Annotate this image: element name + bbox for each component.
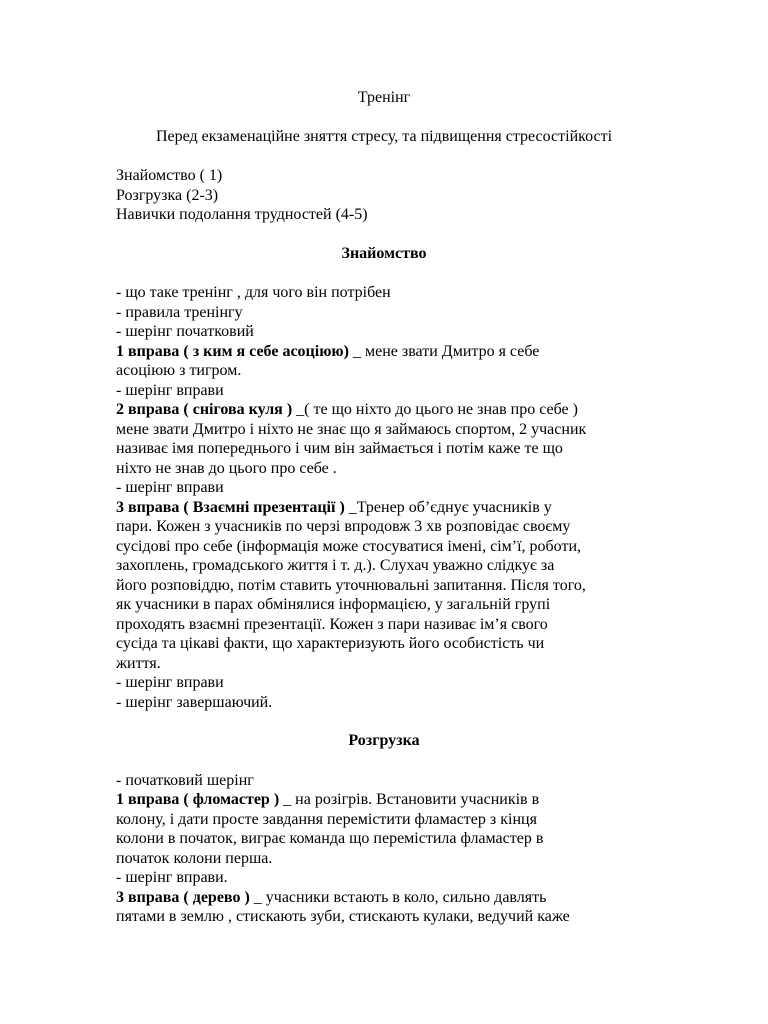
document-subtitle: Перед екзаменаційне зняття стресу, та підвищення стресостійкості [155, 127, 613, 145]
list-item: - шерінг початковий [116, 323, 254, 340]
exercise-text-line: його розповіддю, потім ставить уточнювальні запитання. Після того, [116, 576, 586, 594]
outline-item: Розгрузка (2-3) [116, 186, 219, 204]
exercise-text-line: ніхто не знав до цього про себе . [116, 459, 337, 477]
exercise-title: 3 вправа ( дерево ) [116, 888, 250, 906]
exercise-title: 2 вправа ( снігова куля ) [116, 401, 293, 418]
exercise-text: _ на розігрів. Встановити учасників в [279, 791, 540, 808]
exercise-text-line: початок колони перша. [116, 849, 273, 867]
section-heading-unloading: Розгрузка [348, 732, 420, 749]
exercise-text-line: називає імя попереднього і чим він займається і потім каже те що [116, 440, 563, 457]
exercise-text: _ учасники встають в коло, сильно давлять [249, 888, 547, 906]
exercise-title: 1 вправа ( з ким я себе асоціюю) [116, 342, 349, 360]
list-item: - шерінг вправи. [116, 869, 228, 886]
exercise-text-line: пари. Кожен з учасників по черзі впродовж 3 хв розповідає своєму [116, 518, 571, 535]
exercise-text: _Тренер об’єднує учасників у [344, 498, 552, 516]
document-page [116, 88, 652, 927]
list-item: - правила тренінгу [116, 303, 243, 321]
exercise-line [116, 888, 652, 908]
exercise-text-line: життя. [116, 654, 161, 672]
list-item: - початковий шерінг [116, 771, 254, 789]
exercise-text: _ мене звати Дмитро я себе [348, 342, 540, 360]
exercise-line [116, 498, 652, 518]
exercise-line [116, 400, 652, 420]
list-item: - шерінг вправи [116, 479, 224, 496]
exercise-text: _( те що ніхто до цього не знав про себе ) [292, 401, 578, 418]
exercise-text-line: мене звати Дмитро і ніхто не знає що я займаюсь спортом, 2 учасник [116, 420, 587, 438]
section-heading-acquaintance: Знайомство [341, 244, 427, 262]
exercise-title: 1 вправа ( фломастер ) [116, 791, 280, 808]
exercise-title: 3 вправа ( Взаємні презентації ) [116, 498, 345, 516]
outline-item: Навички подолання трудностей (4-5) [116, 206, 368, 223]
exercise-text-line: колону, і дати просте завдання перемістити фламастер з кінця [116, 810, 537, 828]
exercise-text-line: проходять взаємні презентації. Кожен з пари називає ім’я свого [116, 615, 548, 633]
exercise-line [116, 790, 652, 810]
list-item: - шерінг вправи [116, 381, 224, 399]
list-item: - шерінг вправи [116, 674, 224, 691]
list-item: - шерінг завершаючий. [116, 693, 273, 711]
exercise-text-line: сусіда та цікаві факти, що характеризують його особистість чи [116, 635, 545, 652]
exercise-line [116, 342, 652, 362]
document-title: Тренінг [357, 89, 411, 106]
exercise-text-line: сусідові про себе (інформація може стосуватися імені, сім’ї, роботи, [116, 537, 582, 555]
exercise-text-line: як учасники в парах обмінялися інформацією, у загальній групі [116, 596, 551, 613]
exercise-text-line: захоплень, громадського життя і т. д.). Слухач уважно слідкує за [116, 557, 555, 574]
list-item: - що таке тренінг , для чого він потрібен [116, 284, 391, 301]
exercise-text-line: асоціюю з тигром. [116, 362, 242, 379]
outline-item: Знайомство ( 1) [116, 167, 223, 184]
exercise-text-line: колони в початок, виграє команда що перемістила фламастер в [116, 830, 544, 847]
exercise-text-line: пятами в землю , стискають зуби, стискають кулаки, ведучий каже [116, 908, 570, 925]
